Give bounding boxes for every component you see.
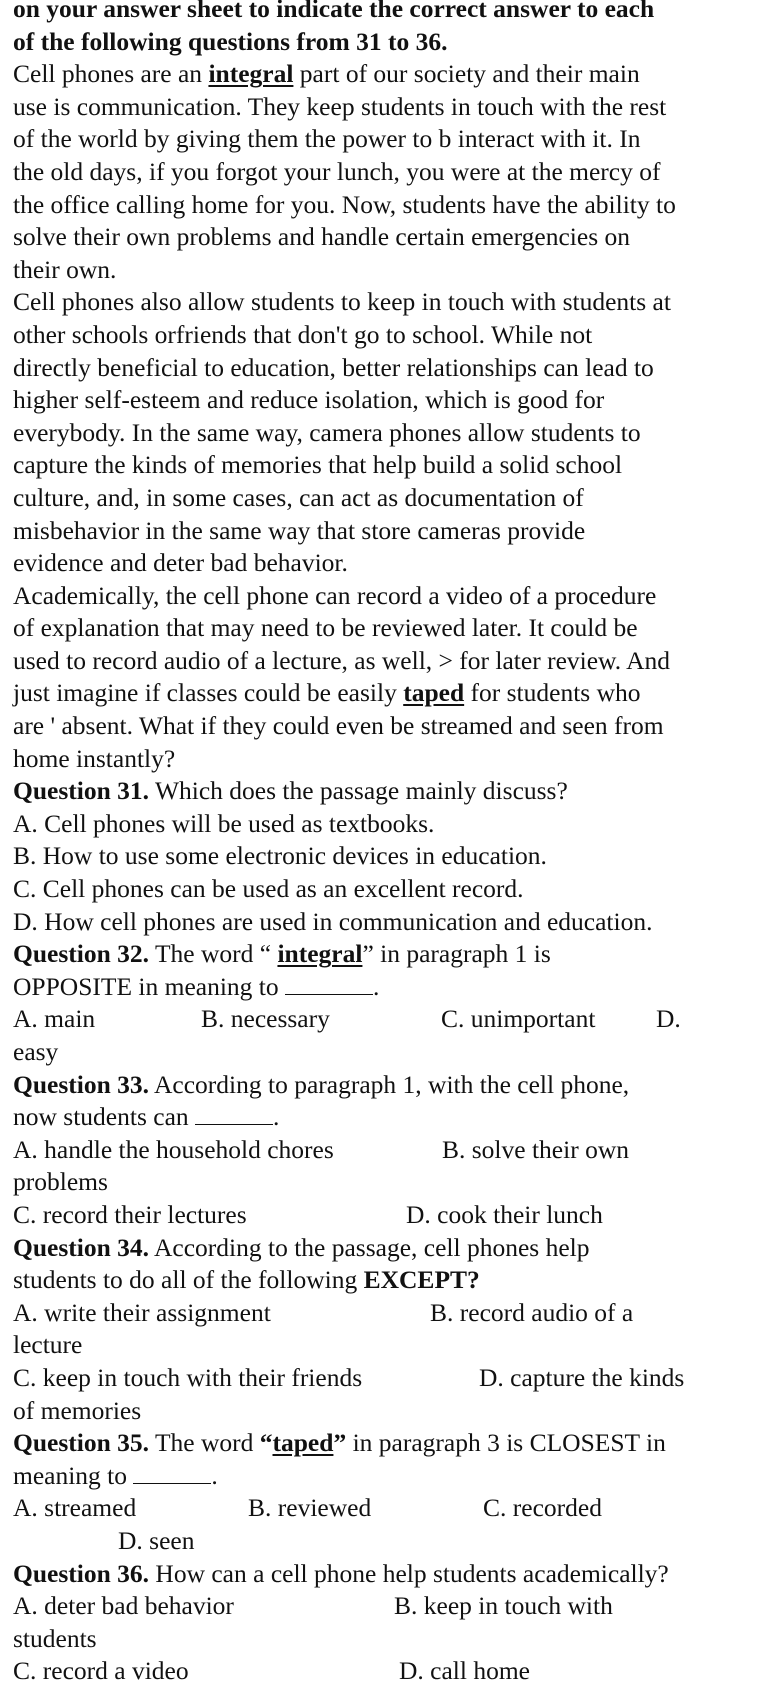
passage-paragraph-1: Cell phones are an integral part of our society and their main use is communication. They keep students in touch with the rest of the world by giving them the power to b interact with it. In the old days, if you forgot your lunch, you were at the mercy of the office calling home for you. Now, students have the ability to solve their own problems and handle certain emergencies on their own. — [13, 59, 676, 284]
option-b[interactable]: B. necessary — [201, 1004, 330, 1034]
option-d-continued[interactable]: of memories — [13, 1395, 142, 1425]
instruction-line — [13, 26, 755, 59]
question-32: Question 32. The word “ integral” in paragraph 1 is OPPOSITE in meaning to . A. main B. necessary C. unimportant D. easy — [13, 938, 755, 1068]
option-d[interactable]: D. — [656, 1004, 681, 1034]
option-d[interactable]: D. seen — [118, 1525, 195, 1555]
question-36: Question 36. How can a cell phone help students academically? A. deter bad behavior B. keep in touch with students C. record a video D. call home — [13, 1558, 755, 1688]
option-c[interactable]: C. keep in touch with their friends — [13, 1362, 363, 1392]
option-c[interactable]: C. Cell phones can be used as an excellent record. — [13, 874, 524, 904]
option-b[interactable]: B. keep in touch with — [394, 1591, 613, 1621]
question-label: Question 31. — [13, 776, 150, 806]
question-label: Question 36. — [13, 1558, 150, 1588]
question-31: Question 31. Which does the passage mainly discuss? A. Cell phones will be used as textbooks. B. How to use some electronic devices in education. C. Cell phones can be used as an excellent record. D. How cell phones are used in communication and education. — [13, 775, 755, 938]
question-34: Question 34. According to the passage, cell phones help students to do all of the following EXCEPT? A. write their assignment B. record audio of a lecture C. keep in touch with their friends D. capture the kinds of memories — [13, 1232, 755, 1428]
instruction-text: on your answer sheet to indicate the correct answer to each — [13, 0, 655, 23]
option-d[interactable]: D. How cell phones are used in communication and education. — [13, 906, 653, 936]
option-b[interactable]: B. solve their own — [442, 1134, 629, 1164]
option-a[interactable]: A. Cell phones will be used as textbooks. — [13, 808, 435, 838]
option-b-continued[interactable]: problems — [13, 1167, 108, 1197]
option-c[interactable]: C. record their lectures — [13, 1199, 247, 1229]
question-33: Question 33. According to paragraph 1, with the cell phone, now students can . A. handle the household chores B. solve their own problems C. record their lectures D. cook their lunch — [13, 1069, 755, 1232]
option-c[interactable]: C. unimportant — [441, 1004, 596, 1034]
answer-blank — [133, 1461, 211, 1484]
option-d[interactable]: D. call home — [399, 1656, 530, 1686]
passage-paragraph-3: Academically, the cell phone can record a video of a procedure of explanation that may need to be reviewed later. It could be used to record audio of a lecture, as well, > for later review. And just imagine if classes could be easily taped for students who are ' absent. What if they could even be streamed and seen from home instantly? — [13, 580, 671, 773]
question-label: Question 34. — [13, 1232, 150, 1262]
question-label: Question 33. — [13, 1069, 150, 1099]
option-b[interactable]: B. record audio of a — [430, 1297, 634, 1327]
option-b[interactable]: B. reviewed — [248, 1493, 372, 1523]
option-c[interactable]: C. record a video — [13, 1656, 189, 1686]
question-label: Question 32. — [13, 939, 150, 969]
keyword-integral: integral — [277, 939, 363, 969]
except-keyword: EXCEPT? — [363, 1265, 480, 1295]
keyword-taped: taped — [403, 678, 465, 708]
question-label: Question 35. — [13, 1428, 150, 1458]
passage-paragraph-2: Cell phones also allow students to keep in touch with students at other schools orfriends that don't go to school. While not directly beneficial to education, better relationships can lead to higher self-esteem and reduce isolation, which is good for everybody. In the same way, camera phones allow students to capture the kinds of memories that help build a solid school culture, and, in some cases, can act as documentation of misbehavior in the same way that store cameras provide evidence and deter bad behavior. — [13, 287, 671, 578]
option-a[interactable]: A. write their assignment — [13, 1297, 271, 1327]
instruction-line — [13, 0, 755, 26]
option-a[interactable]: A. deter bad behavior — [13, 1591, 234, 1621]
option-b[interactable]: B. How to use some electronic devices in education. — [13, 841, 547, 871]
option-a[interactable]: A. streamed — [13, 1493, 137, 1523]
option-d[interactable]: D. cook their lunch — [406, 1199, 603, 1229]
option-a[interactable]: A. main — [13, 1004, 96, 1034]
instruction-text: of the following questions from 31 to 36. — [13, 26, 448, 56]
question-35: Question 35. The word “taped” in paragraph 3 is CLOSEST in meaning to . A. streamed B. reviewed C. recorded D. seen — [13, 1427, 755, 1557]
option-d-continued[interactable]: easy — [13, 1037, 59, 1066]
answer-blank — [285, 972, 373, 995]
option-d[interactable]: D. capture the kinds — [479, 1362, 685, 1392]
option-b-continued[interactable]: students — [13, 1623, 97, 1653]
answer-blank — [195, 1102, 273, 1125]
keyword-integral: integral — [208, 59, 294, 89]
keyword-taped: taped — [272, 1428, 334, 1458]
option-b-continued[interactable]: lecture — [13, 1330, 83, 1360]
option-c[interactable]: C. recorded — [483, 1493, 602, 1523]
option-a[interactable]: A. handle the household chores — [13, 1134, 334, 1164]
